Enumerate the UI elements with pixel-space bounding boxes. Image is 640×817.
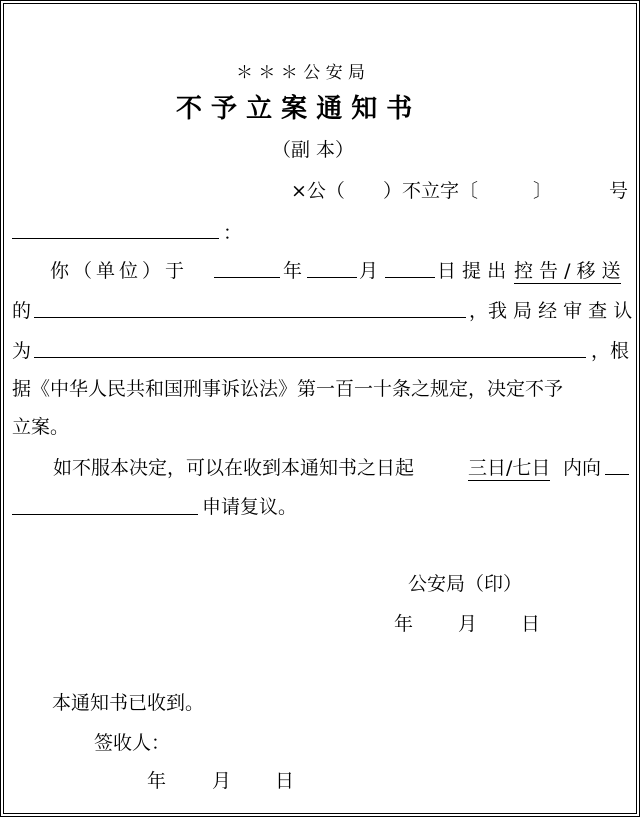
issuing-bureau-seal: 公安局（印） [408, 573, 523, 595]
line2-tail: ，我 局 经 审 查 认 [469, 300, 633, 322]
issue-date-year: 年 [394, 613, 414, 635]
doc-number-hao: 号 [609, 180, 629, 202]
doc-number-prefix: ×公（ [291, 180, 345, 202]
line2-de: 的 [12, 300, 32, 322]
line1-you-unit: 你（单位）于 [50, 260, 189, 282]
line1-year: 年 [283, 260, 303, 282]
decision-line: 立案。 [12, 416, 70, 438]
review-finding-blank[interactable] [34, 357, 586, 358]
receipt-date-month: 月 [212, 770, 232, 792]
receipt-date-day: 日 [275, 770, 295, 792]
appeal-days-option: 三日/七日 [468, 453, 550, 481]
appeal-request: 申请复议。 [202, 496, 298, 518]
appeal-authority-blank-1[interactable] [605, 474, 629, 475]
complaint-transfer-option: 控 告 / 移 送 [514, 256, 621, 284]
legal-basis-line: 据《中华人民共和国刑事诉讼法》第一百一十条之规定，决定不予 [12, 378, 564, 400]
signee-label: 签收人： [94, 732, 171, 754]
line3-wei: 为 [12, 340, 32, 362]
receipt-date-year: 年 [147, 770, 167, 792]
line3-tail: ，根 [591, 340, 630, 362]
document-title: 不 予 立 案 通 知 书 [176, 94, 413, 124]
doc-number-mid: ）不立字〔 [383, 180, 479, 202]
appeal-notice-text: 如不服本决定，可以在收到本通知书之日起 [53, 457, 415, 479]
day-blank[interactable] [385, 277, 435, 278]
doc-number-end-bracket: 〕 [533, 180, 553, 202]
month-blank[interactable] [307, 277, 357, 278]
issue-date-month: 月 [458, 613, 478, 635]
addressee-blank[interactable] [12, 238, 219, 239]
receipt-acknowledgement: 本通知书已收到。 [52, 692, 205, 714]
issue-date-day: 日 [521, 613, 541, 635]
case-description-blank[interactable] [34, 317, 466, 318]
appeal-notice-tail: 内向 [563, 457, 602, 479]
addressee-colon: ： [223, 222, 243, 244]
year-blank[interactable] [214, 277, 280, 278]
issuing-bureau: ＊ ＊ ＊ 公 安 局 [236, 63, 366, 83]
line1-day-submit: 日 提 出 [437, 260, 507, 282]
appeal-authority-blank-2[interactable] [12, 514, 198, 515]
copy-label: （副 本） [272, 139, 355, 161]
line1-month: 月 [359, 260, 379, 282]
